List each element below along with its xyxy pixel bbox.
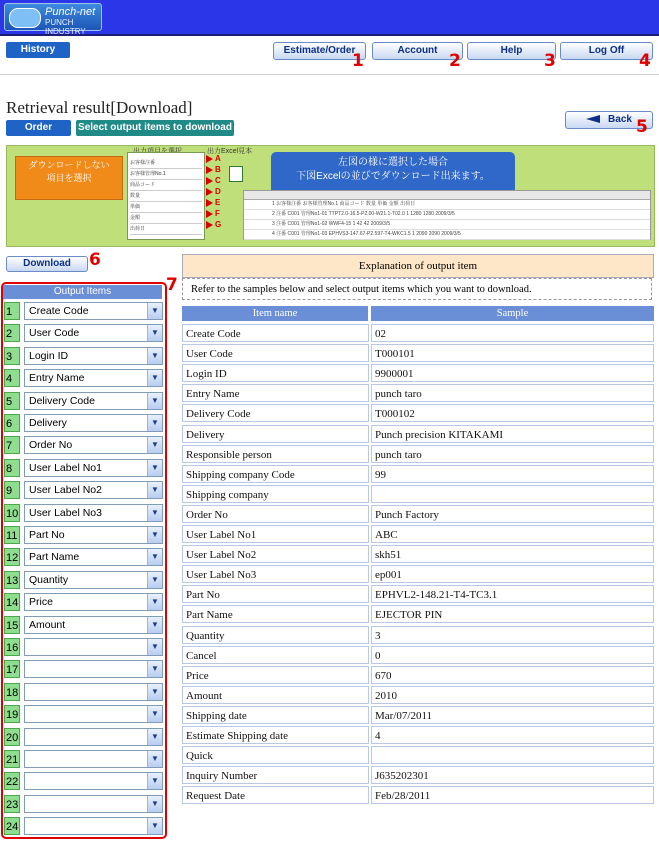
banner-select-not-download: ダウンロードしない 項目を選択: [15, 156, 123, 200]
item-name-cell: Cancel: [182, 646, 369, 664]
output-item-select[interactable]: [24, 526, 163, 544]
output-item-value: Part No: [29, 529, 65, 541]
estimate-order-button[interactable]: Estimate/Order: [273, 42, 366, 60]
output-item-number: 12: [4, 548, 20, 566]
output-item-number: 3: [4, 347, 20, 365]
item-name-cell: Inquiry Number: [182, 766, 369, 784]
table-row: [182, 445, 654, 465]
table-row: [182, 505, 654, 525]
output-item-number: 15: [4, 616, 20, 634]
item-name-cell: Request Date: [182, 786, 369, 804]
tab-order[interactable]: Order: [6, 120, 71, 136]
chevron-down-icon[interactable]: ▼: [147, 348, 162, 364]
output-item-value: Login ID: [29, 349, 69, 362]
output-item-number: 11: [4, 526, 20, 544]
chevron-down-icon[interactable]: ▼: [147, 303, 162, 319]
output-item-row: [4, 459, 161, 479]
punch-net-logo[interactable]: [4, 3, 102, 36]
marker-7: 7: [166, 275, 178, 295]
sample-cell: skh51: [371, 545, 654, 563]
item-name-cell: Login ID: [182, 364, 369, 382]
chevron-down-icon[interactable]: ▼: [147, 393, 162, 409]
table-row: [182, 706, 654, 726]
output-item-row: [4, 504, 161, 524]
output-item-row: [4, 481, 161, 501]
arrow-right-icon: [206, 177, 213, 185]
output-item-select[interactable]: [24, 772, 163, 790]
column-header-sample: Sample: [371, 306, 654, 321]
output-item-row: [4, 772, 161, 792]
output-item-number: 6: [4, 414, 20, 432]
output-item-number: 7: [4, 436, 20, 454]
logo-subtitle: PUNCH INDUSTRY: [45, 18, 86, 36]
excel-row: 1 お客様注番 お客様管理No.1 商品コード 数量 単価 金額 出荷日: [244, 200, 650, 210]
output-item-number: 22: [4, 772, 20, 790]
table-row: [182, 485, 654, 505]
banner-letter: G: [215, 220, 222, 229]
output-item-select[interactable]: [24, 660, 163, 678]
sample-cell: punch taro: [371, 445, 654, 463]
table-row: [182, 545, 654, 565]
chevron-down-icon[interactable]: ▼: [147, 437, 162, 453]
table-row: [182, 766, 654, 786]
banner-excel-title: 出力Excel見本: [207, 148, 253, 155]
table-row: [182, 364, 654, 384]
explanation-panel: [182, 254, 654, 804]
sample-cell: 3: [371, 626, 654, 644]
chevron-down-icon[interactable]: ▼: [147, 594, 162, 610]
table-row: [182, 626, 654, 646]
output-item-value: Delivery Code: [29, 394, 95, 407]
item-name-cell: Create Code: [182, 324, 369, 342]
chevron-down-icon[interactable]: ▼: [147, 325, 162, 341]
sample-cell: ep001: [371, 565, 654, 583]
sample-cell: Punch Factory: [371, 505, 654, 523]
output-item-select[interactable]: [24, 817, 163, 835]
excel-row: 3 注番 C001 管理No1-02 WWF4-15 1 42 42 2009/3/5: [244, 220, 650, 230]
item-name-cell: User Label No2: [182, 545, 369, 563]
output-item-row: [4, 683, 161, 703]
output-item-row: [4, 548, 161, 568]
output-item-row: [4, 795, 161, 815]
output-item-number: 20: [4, 728, 20, 746]
chevron-down-icon[interactable]: ▼: [147, 482, 162, 498]
output-item-value: Order No: [29, 439, 73, 452]
sample-cell: EPHVL2-148.21-T4-TC3.1: [371, 585, 654, 603]
marker-1: 1: [352, 51, 364, 71]
log-off-button[interactable]: Log Off: [560, 42, 653, 60]
chevron-down-icon[interactable]: ▼: [147, 460, 162, 476]
chevron-down-icon[interactable]: ▼: [147, 572, 162, 588]
table-row: [182, 686, 654, 706]
sample-cell: Feb/28/2011: [371, 786, 654, 804]
output-item-value: Price: [29, 596, 53, 609]
output-item-row: [4, 750, 161, 770]
sample-cell: J635202301: [371, 766, 654, 784]
table-row: [182, 666, 654, 686]
marker-4: 4: [639, 51, 651, 71]
output-item-number: 1: [4, 302, 20, 320]
sample-cell: Punch precision KITAKAMI: [371, 425, 654, 443]
logo-mark-icon: [9, 8, 41, 28]
table-row: [182, 324, 654, 344]
explanation-note: Refer to the samples below and select output items which you want to download.: [182, 278, 652, 300]
output-item-row: [4, 392, 161, 412]
output-item-select[interactable]: [24, 392, 163, 410]
item-name-cell: Amount: [182, 686, 369, 704]
table-row: [182, 384, 654, 404]
item-name-cell: User Code: [182, 344, 369, 362]
item-name-cell: Entry Name: [182, 384, 369, 402]
banner-explanation: 左図の様に選択した場合 下図Excelの並びでダウンロード出来ます。: [271, 152, 515, 194]
output-item-select[interactable]: [24, 347, 163, 365]
table-row: [182, 425, 654, 445]
output-item-number: 5: [4, 392, 20, 410]
output-item-row: [4, 414, 161, 434]
sample-cell: 670: [371, 666, 654, 684]
banner-letter: F: [215, 209, 220, 218]
output-item-select[interactable]: [24, 571, 163, 589]
output-item-number: 14: [4, 593, 20, 611]
marker-5: 5: [636, 117, 648, 137]
banner-item-panel: [127, 152, 205, 240]
output-item-select[interactable]: [24, 436, 163, 454]
page-title: Retrieval result[Download]: [6, 98, 193, 117]
excel-row: 2 注番 C001 管理No1-01 TTPT2.0-16.5-P2.00-W21.1-T02.0 1 1280 1280 2009/3/5: [244, 210, 650, 220]
output-item-select[interactable]: [24, 593, 163, 611]
output-item-select[interactable]: [24, 616, 163, 634]
item-name-cell: Delivery Code: [182, 404, 369, 422]
output-item-number: 13: [4, 571, 20, 589]
banner-letter: B: [215, 165, 221, 174]
output-item-select[interactable]: [24, 683, 163, 701]
instruction-banner: [6, 145, 655, 247]
marker-6: 6: [89, 250, 101, 270]
arrow-right-icon: [206, 188, 213, 196]
table-row: [182, 786, 654, 806]
sample-cell: ABC: [371, 525, 654, 543]
output-item-select[interactable]: [24, 705, 163, 723]
output-item-select[interactable]: [24, 459, 163, 477]
item-name-cell: User Label No1: [182, 525, 369, 543]
back-label: Back: [608, 114, 632, 125]
sample-cell: 99: [371, 465, 654, 483]
output-item-number: 2: [4, 324, 20, 342]
sample-cell: punch taro: [371, 384, 654, 402]
item-name-cell: Part No: [182, 585, 369, 603]
output-item-value: Create Code: [29, 305, 89, 317]
output-item-number: 16: [4, 638, 20, 656]
table-row: [182, 465, 654, 485]
sample-cell: 02: [371, 324, 654, 342]
output-item-number: 21: [4, 750, 20, 768]
output-item-number: 24: [4, 817, 20, 835]
output-item-value: Part Name: [29, 551, 80, 564]
output-item-row: [4, 302, 161, 322]
output-item-number: 19: [4, 705, 20, 723]
banner-letter: A: [215, 154, 221, 163]
output-item-row: [4, 436, 161, 456]
chevron-down-icon[interactable]: ▼: [147, 796, 162, 812]
table-row: [182, 585, 654, 605]
output-item-select[interactable]: [24, 369, 163, 387]
output-item-value: User Label No1: [29, 461, 102, 474]
output-item-row: [4, 705, 161, 725]
arrow-right-icon: [206, 199, 213, 207]
chevron-down-icon[interactable]: ▼: [147, 818, 162, 834]
output-item-select[interactable]: [24, 324, 163, 342]
sample-cell: T000102: [371, 404, 654, 422]
chevron-down-icon[interactable]: ▼: [147, 684, 162, 700]
table-row: [182, 726, 654, 746]
output-item-row: [4, 638, 161, 658]
marker-2: 2: [449, 51, 461, 71]
item-name-cell: Price: [182, 666, 369, 684]
logo-title: Punch-net: [45, 6, 96, 18]
item-name-cell: Responsible person: [182, 445, 369, 463]
output-item-number: 17: [4, 660, 20, 678]
item-name-cell: Delivery: [182, 425, 369, 443]
banner-panel-row: お客様注番: [130, 159, 202, 169]
output-item-select[interactable]: [24, 638, 163, 656]
output-item-value: User Label No3: [29, 506, 102, 519]
output-item-select[interactable]: [24, 750, 163, 768]
output-item-row: [4, 571, 161, 591]
output-item-value: Quantity: [29, 573, 69, 586]
item-name-cell: Quick: [182, 746, 369, 764]
output-item-select[interactable]: [24, 795, 163, 813]
chevron-down-icon[interactable]: ▼: [147, 773, 162, 789]
banner-panel-row: 単価: [130, 203, 202, 213]
item-name-cell: User Label No3: [182, 565, 369, 583]
banner-panel-row: 数量: [130, 192, 202, 202]
item-name-cell: Part Name: [182, 605, 369, 623]
table-row: [182, 746, 654, 766]
banner-excel-sample: [243, 190, 651, 240]
output-items-header: Output Items: [3, 285, 162, 299]
sample-cell: [371, 746, 654, 764]
chevron-down-icon[interactable]: ▼: [147, 617, 162, 633]
chevron-down-icon[interactable]: ▼: [147, 370, 162, 386]
banner-panel-row: お客様管理No.1: [130, 170, 202, 180]
table-row: [182, 646, 654, 666]
banner-letter: E: [215, 198, 221, 207]
explanation-title: Explanation of output item: [182, 254, 654, 278]
chevron-down-icon[interactable]: ▼: [147, 729, 162, 745]
back-arrow-icon: [586, 115, 600, 123]
output-item-value: Entry Name: [29, 372, 85, 385]
output-item-number: 18: [4, 683, 20, 701]
output-item-row: [4, 526, 161, 546]
history-button[interactable]: History: [6, 42, 70, 58]
banner-panel-row: 商品コード: [130, 181, 202, 191]
output-item-number: 23: [4, 795, 20, 813]
output-item-select[interactable]: [24, 728, 163, 746]
arrow-right-icon: [206, 221, 213, 229]
tab-select-output-items[interactable]: Select output items to download: [76, 120, 234, 136]
column-header-item-name: Item name: [182, 306, 368, 321]
excel-header-row: [244, 191, 650, 200]
download-button[interactable]: Download: [6, 256, 88, 272]
item-name-cell: Shipping date: [182, 706, 369, 724]
output-item-row: [4, 324, 161, 344]
sample-cell: 4: [371, 726, 654, 744]
sample-cell: 9900001: [371, 364, 654, 382]
item-name-cell: Shipping company Code: [182, 465, 369, 483]
item-name-cell: Order No: [182, 505, 369, 523]
arrow-right-icon: [206, 166, 213, 174]
item-name-cell: Estimate Shipping date: [182, 726, 369, 744]
banner-panel-row: 出荷日: [130, 225, 202, 235]
output-item-row: [4, 660, 161, 680]
sample-cell: 2010: [371, 686, 654, 704]
output-item-select[interactable]: [24, 481, 163, 499]
top-header-bar: [0, 0, 659, 36]
help-button[interactable]: Help: [467, 42, 556, 60]
sample-cell: Mar/07/2011: [371, 706, 654, 724]
chevron-down-icon[interactable]: ▼: [147, 527, 162, 543]
output-item-value: User Label No2: [29, 484, 102, 497]
account-button[interactable]: Account: [372, 42, 463, 60]
output-item-value: User Code: [29, 327, 80, 340]
table-row: [182, 605, 654, 625]
output-item-row: [4, 616, 161, 636]
nav-bar: [0, 36, 659, 75]
output-item-row: [4, 593, 161, 613]
table-row: [182, 565, 654, 585]
chevron-down-icon[interactable]: ▼: [147, 549, 162, 565]
marker-3: 3: [544, 51, 556, 71]
output-item-select[interactable]: [24, 302, 163, 320]
output-item-select[interactable]: [24, 504, 163, 522]
output-item-value: Delivery: [29, 417, 67, 429]
chevron-down-icon[interactable]: ▼: [147, 639, 162, 655]
arrow-right-icon: [206, 210, 213, 218]
chevron-down-icon[interactable]: ▼: [147, 751, 162, 767]
output-item-select[interactable]: [24, 414, 163, 432]
chevron-down-icon[interactable]: ▼: [147, 706, 162, 722]
banner-letter: D: [215, 187, 221, 196]
output-item-select[interactable]: [24, 548, 163, 566]
output-item-row: [4, 728, 161, 748]
output-item-number: 8: [4, 459, 20, 477]
output-item-number: 4: [4, 369, 20, 387]
output-item-row: [4, 369, 161, 389]
table-row: [182, 525, 654, 545]
chevron-down-icon[interactable]: ▼: [147, 661, 162, 677]
sample-cell: 0: [371, 646, 654, 664]
sample-cell: [371, 485, 654, 503]
sample-cell: T000101: [371, 344, 654, 362]
sample-cell: EJECTOR PIN: [371, 605, 654, 623]
excel-row: 4 注番 C001 管理No1-03 EPHVS3-147.67-P2.597-T4-WKC1.5 1 2090 2090 2009/3/5: [244, 230, 650, 240]
chevron-down-icon[interactable]: ▼: [147, 415, 162, 431]
output-item-number: 10: [4, 504, 20, 522]
item-name-cell: Shipping company: [182, 485, 369, 503]
arrow-right-icon: [206, 155, 213, 163]
output-item-row: [4, 817, 161, 837]
excel-file-icon: [229, 166, 243, 182]
table-row: [182, 404, 654, 424]
output-item-value: Amount: [29, 618, 66, 631]
table-row: [182, 344, 654, 364]
item-name-cell: Quantity: [182, 626, 369, 644]
banner-panel-row: 金額: [130, 214, 202, 224]
output-item-row: [4, 347, 161, 367]
output-item-number: 9: [4, 481, 20, 499]
chevron-down-icon[interactable]: ▼: [147, 505, 162, 521]
banner-letter: C: [215, 176, 221, 185]
